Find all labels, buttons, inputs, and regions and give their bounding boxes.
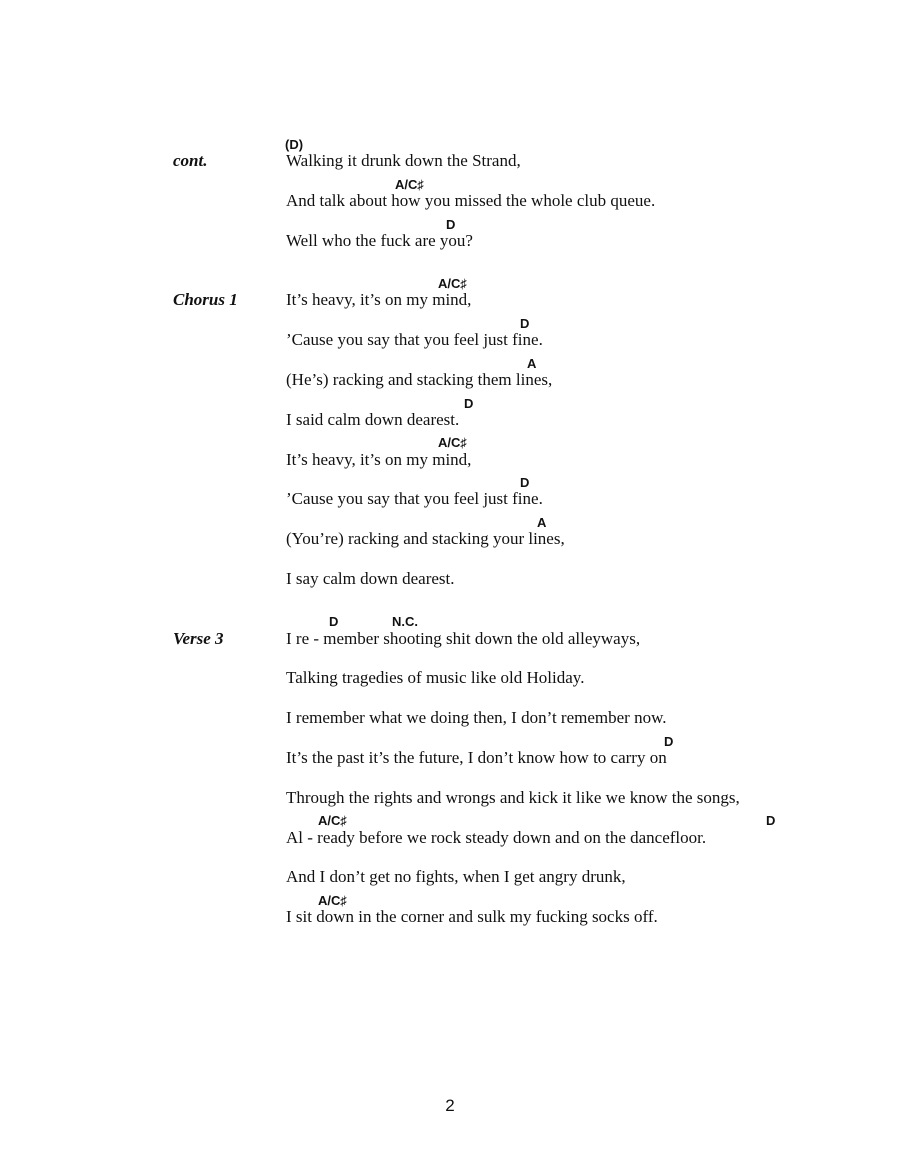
chord-symbol: A/C♯: [438, 435, 467, 450]
chord-symbol: D: [446, 217, 456, 232]
chord-symbol: (D): [285, 137, 304, 152]
chord-symbol: A/C♯: [395, 177, 424, 192]
chord-symbol: D: [664, 734, 674, 749]
chord-symbol: D: [766, 813, 776, 828]
lyric-line: (He’s) racking and stacking them lines,: [286, 370, 553, 389]
section-label-verse-3: Verse 3: [173, 629, 224, 648]
chord-symbol: N.C.: [392, 614, 418, 629]
chord-symbol: A/C♯: [318, 893, 347, 908]
lyric-line: Well who the fuck are you?: [286, 231, 473, 250]
chord-symbol: D: [464, 396, 474, 411]
chord-symbol: A: [527, 356, 537, 371]
lyric-line: I said calm down dearest.: [286, 410, 460, 429]
lyric-line: It’s heavy, it’s on my mind,: [286, 450, 472, 469]
chord-symbol: D: [329, 614, 339, 629]
lyric-line: It’s the past it’s the future, I don’t know how to carry on: [286, 748, 667, 767]
lyric-line: And I don’t get no fights, when I get angry drunk,: [286, 867, 626, 886]
page-number: 2: [445, 1096, 455, 1115]
chord-symbol: A/C♯: [438, 276, 467, 291]
section-label-cont: cont.: [173, 151, 208, 170]
lyric-line: Al - ready before we rock steady down and on the dancefloor.: [286, 828, 707, 847]
chord-symbol: D: [520, 316, 530, 331]
chord-symbol: D: [520, 475, 530, 490]
lyric-line: Walking it drunk down the Strand,: [286, 151, 521, 170]
chord-symbol: A/C♯: [318, 813, 347, 828]
lyric-line: I remember what we doing then, I don’t remember now.: [286, 708, 667, 727]
section-label-chorus-1: Chorus 1: [173, 290, 238, 309]
lyric-line: It’s heavy, it’s on my mind,: [286, 290, 472, 309]
lyric-line: I re - member shooting shit down the old alleyways,: [286, 629, 641, 648]
lyric-line: ’Cause you say that you feel just fine.: [286, 330, 543, 349]
chord-symbol: A: [537, 515, 547, 530]
lyric-line: Talking tragedies of music like old Holiday.: [286, 668, 585, 687]
lyric-line: And talk about how you missed the whole club queue.: [286, 191, 656, 210]
lyric-line: I say calm down dearest.: [286, 569, 455, 588]
lyric-line: ’Cause you say that you feel just fine.: [286, 489, 543, 508]
lyric-line: (You’re) racking and stacking your lines,: [286, 529, 565, 548]
lyric-line: I sit down in the corner and sulk my fucking socks off.: [286, 907, 658, 926]
lyric-line: Through the rights and wrongs and kick it like we know the songs,: [286, 788, 740, 807]
